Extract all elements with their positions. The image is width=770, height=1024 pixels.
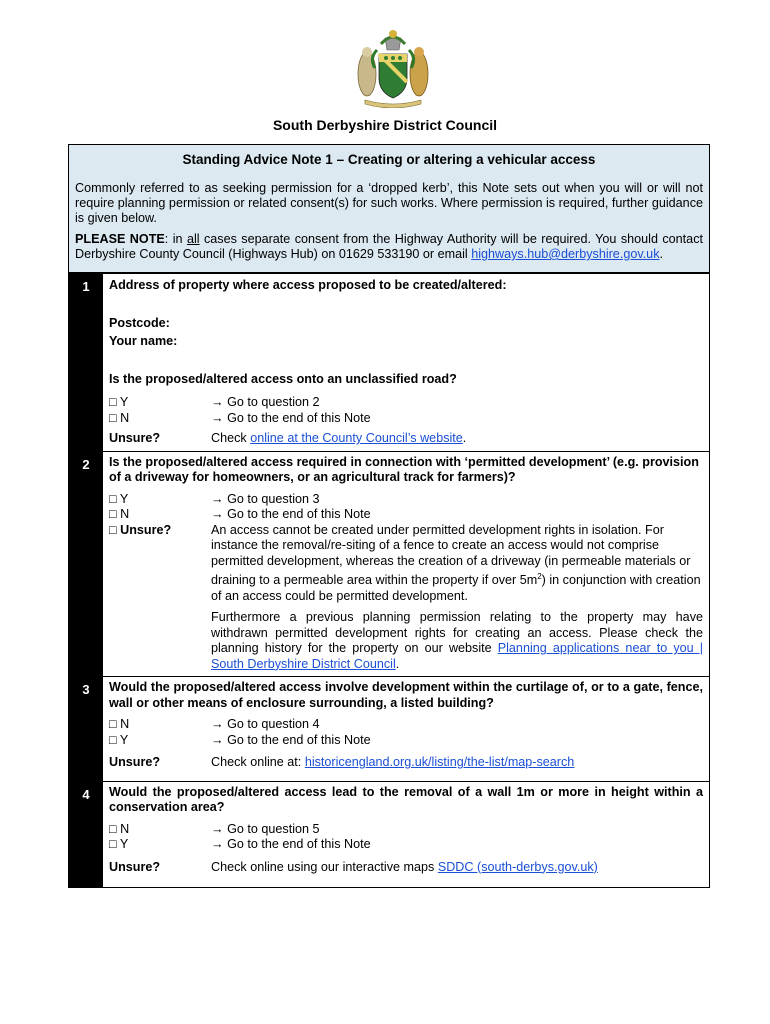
- checkbox-option-y[interactable]: □ Y: [109, 395, 129, 409]
- section-number: 2: [69, 452, 103, 677]
- question-section-2: [69, 451, 709, 677]
- postcode-label: Postcode:: [109, 315, 170, 330]
- checkbox-option-unsure[interactable]: □ Unsure?: [109, 522, 172, 537]
- note-text-pre: : in: [164, 232, 187, 246]
- checkbox-option-y[interactable]: □ Y: [109, 732, 129, 747]
- option-action: → Go to question 2: [211, 395, 320, 409]
- option-action: → Go to question 3: [211, 491, 320, 506]
- council-crest-logo: [355, 28, 431, 108]
- option-action: → Go to the end of this Note: [211, 837, 371, 852]
- note-warning: [75, 232, 703, 262]
- county-council-link[interactable]: online at the County Council’s website: [250, 431, 463, 445]
- question-text: Would the proposed/altered access involve development within the curtilage of, or to a gate, fence, wall or other means of enclosure surrounding, a listed building?: [109, 680, 703, 710]
- council-name: South Derbyshire District Council: [272, 117, 498, 133]
- question-text: Is the proposed/altered access onto an unclassified road?: [109, 371, 457, 386]
- unsure-label: Unsure?: [109, 431, 161, 445]
- explanation-text: An access cannot be created under permitted development rights in isolation. For instance the removal/re-siting of a fence to create an access would not comprise permitted development, whereas the creation of a driveway (in permeable materials or draining to a permeable area within the property if over 5m: [211, 522, 691, 588]
- question-section-3: [69, 676, 709, 781]
- historic-england-link[interactable]: historicengland.org.uk/listing/the-list/map-search: [304, 755, 575, 770]
- address-label: Address of property where access proposed to be created/altered:: [109, 278, 507, 292]
- option-action: → Go to the end of this Note: [211, 507, 371, 521]
- highways-email-link[interactable]: highways.hub@derbyshire.gov.uk: [471, 247, 660, 261]
- unsure-label: Unsure?: [109, 755, 161, 770]
- planning-history-explanation: [211, 610, 703, 672]
- question-text: Would the proposed/altered access lead to the removal of a wall 1m or more in height within a conservation area?: [109, 784, 703, 815]
- question-section-1: [69, 273, 709, 451]
- history-text: Furthermore a previous planning permission relating to the property may have withdrawn permitted development rights for creating an access. Please check the planning history for the property on our website: [211, 610, 703, 656]
- explanation-text-end: ) in conjunction with creation of an access could be permitted development.: [211, 573, 701, 603]
- checkbox-option-y[interactable]: □ Y: [109, 837, 129, 852]
- unsure-text: Check: [211, 431, 251, 445]
- checkbox-option-y[interactable]: □ Y: [109, 491, 129, 506]
- question-section-4: [69, 781, 709, 888]
- checkbox-option-n[interactable]: □ N: [109, 717, 130, 732]
- option-action: → Go to the end of this Note: [211, 410, 371, 425]
- history-text-end: .: [395, 656, 400, 671]
- section-number: 1: [69, 274, 103, 451]
- note-text-post: cases separate consent from the Highway Authority will be required. You should contact Derbyshire County Council (Highways Hub) on 01629 533190 or email: [75, 232, 703, 261]
- question-text: Is the proposed/altered access required in connection with ‘permitted development’ (e.g. provision of a driveway for homeowners, or an agricultural track for farmers)?: [109, 454, 699, 484]
- note-text-end: .: [659, 247, 663, 261]
- unsure-text: Check online using our interactive maps: [211, 859, 438, 874]
- superscript: 2: [537, 572, 542, 581]
- note-label: PLEASE NOTE: [75, 232, 165, 246]
- sddc-maps-link[interactable]: SDDC (south-derbys.gov.uk): [437, 859, 598, 874]
- option-action: → Go to question 4: [211, 717, 320, 732]
- planning-applications-link[interactable]: Planning applications near to you | South Derbyshire District Council: [211, 641, 703, 671]
- option-action: → Go to question 5: [211, 821, 320, 836]
- checkbox-option-n[interactable]: □ N: [109, 410, 130, 425]
- section-number: 3: [69, 677, 103, 781]
- unsure-label: Unsure?: [109, 859, 161, 874]
- note-text-all: all: [186, 232, 200, 246]
- advice-note-table: [68, 144, 710, 888]
- section-number: 4: [69, 782, 103, 888]
- note-intro: Commonly referred to as seeking permission for a ‘dropped kerb’, this Note sets out when you will or will not require planning permission or related consent(s) for such works. Where permission is required, further guidance is given below.: [75, 181, 703, 225]
- unsure-text: Check online at:: [211, 755, 305, 770]
- checkbox-option-n[interactable]: □ N: [109, 821, 130, 836]
- note-title: Standing Advice Note 1 – Creating or altering a vehicular access: [182, 152, 596, 167]
- option-action: → Go to the end of this Note: [211, 732, 371, 747]
- unsure-text-end: .: [462, 431, 467, 445]
- checkbox-option-n[interactable]: □ N: [109, 507, 130, 521]
- permitted-development-explanation: [211, 523, 703, 605]
- note-header: [69, 145, 709, 273]
- name-label: Your name:: [109, 334, 178, 348]
